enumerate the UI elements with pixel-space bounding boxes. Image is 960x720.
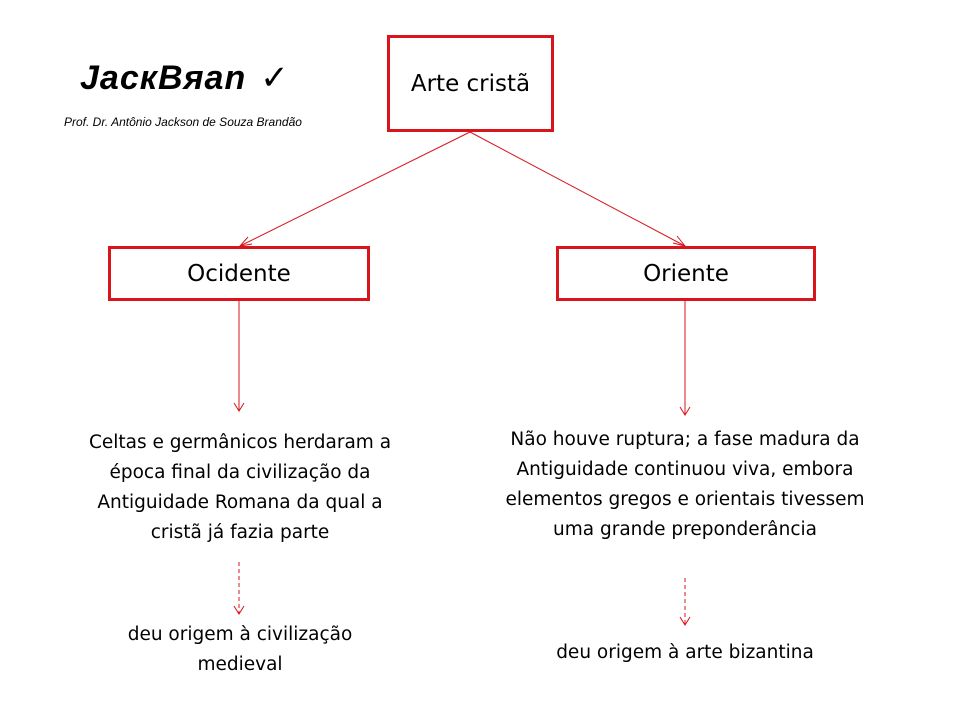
oriente-result: deu origem à arte bizantina — [556, 642, 814, 663]
node-label: Ocidente — [187, 260, 291, 287]
node-oriente — [556, 246, 816, 301]
node-label: Oriente — [643, 260, 729, 287]
checkmark-icon: ✓ — [260, 59, 290, 97]
logo-text: JacкBяan — [80, 59, 247, 97]
connector-root-left — [240, 132, 470, 246]
oriente-description: Não houve ruptura; a fase madura da Antiguidade continuou viva, embora elementos gregos e orientais tivessem uma grande preponderância — [505, 429, 865, 540]
ocidente-description: Celtas e germânicos herdaram a época final da civilização da Antiguidade Romana da qual a cristã já fazia parte — [88, 432, 392, 543]
author-subtitle: Prof. Dr. Antônio Jackson de Souza Brandão — [64, 115, 302, 129]
node-label: Arte cristã — [410, 70, 531, 97]
node-ocidente — [108, 246, 370, 301]
connector-root-right — [470, 132, 685, 246]
node-arte-crista — [387, 35, 554, 132]
ocidente-result: deu origem à civilização medieval — [127, 624, 353, 675]
